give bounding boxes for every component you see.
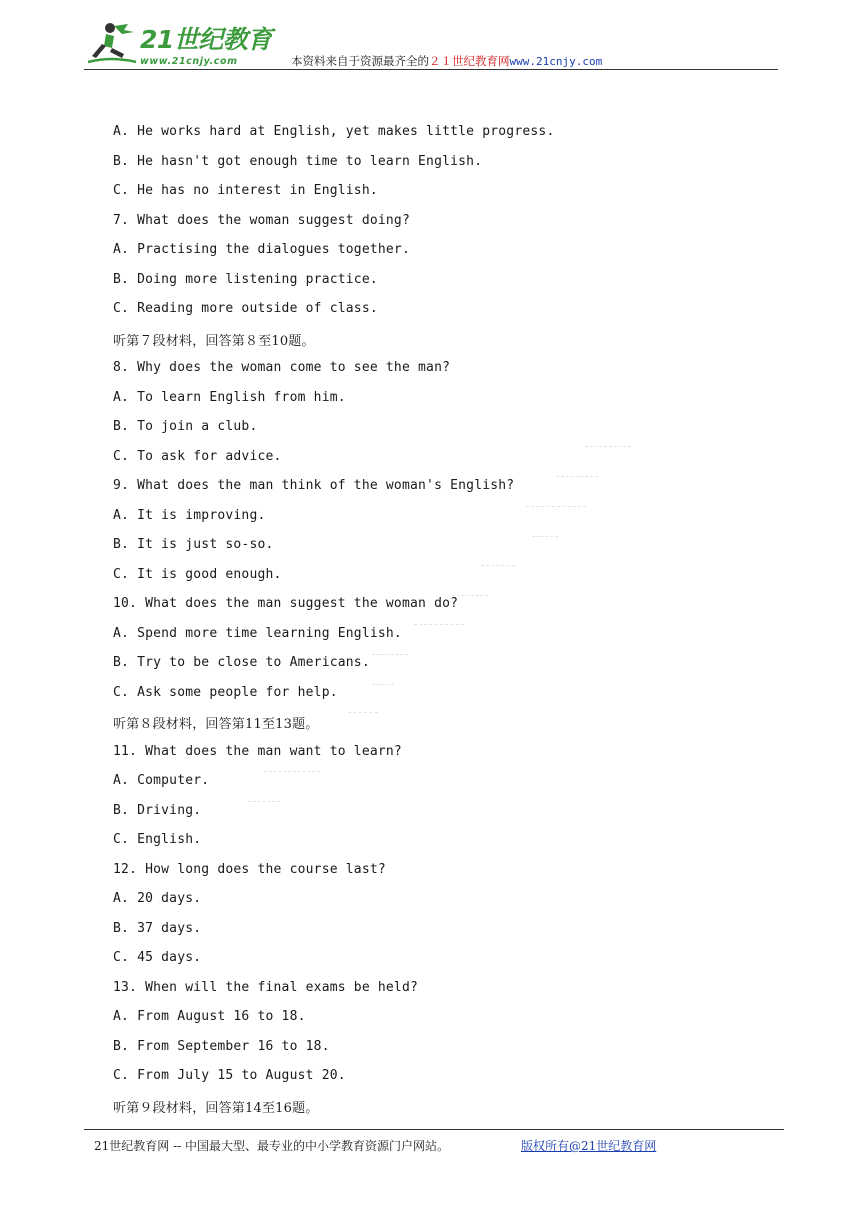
- header-note-prefix: 本资料来自于资源最齐全的: [291, 54, 429, 68]
- text-line: C. Ask some people for help.: [113, 685, 338, 700]
- faint-mark: [372, 654, 408, 655]
- header-site-name[interactable]: ２１世纪教育网: [429, 54, 510, 68]
- faint-mark: [526, 506, 586, 507]
- footer-text: 21世纪教育网 -- 中国最大型、最专业的中小学教育资源门户网站。: [94, 1139, 450, 1153]
- text-line: B. It is just so-so.: [113, 537, 274, 552]
- text-line: C. English.: [113, 832, 202, 847]
- text-line: B. Driving.: [113, 803, 202, 818]
- text-line: A. To learn English from him.: [113, 390, 346, 405]
- text-line: 10. What does the man suggest the woman do?: [113, 596, 459, 611]
- faint-mark: [348, 712, 378, 713]
- header-note: [291, 53, 602, 69]
- text-line: 13. When will the final exams be held?: [113, 980, 419, 995]
- running-figure-icon: [84, 20, 140, 66]
- faint-mark: [414, 624, 464, 625]
- text-line: A. Computer.: [113, 773, 210, 788]
- faint-mark: [248, 801, 280, 802]
- text-line: A. 20 days.: [113, 891, 202, 906]
- faint-mark: [532, 536, 558, 537]
- faint-mark: [481, 565, 515, 566]
- header-site-url[interactable]: www.21cnjy.com: [509, 55, 603, 68]
- text-line: B. From September 16 to 18.: [113, 1039, 330, 1054]
- text-line: 7. What does the woman suggest doing?: [113, 213, 410, 228]
- section-heading: 听第９段材料，回答第14至16题。: [113, 1101, 319, 1116]
- copyright-link[interactable]: 版权所有@21世纪教育网: [521, 1139, 657, 1153]
- header-divider: [84, 69, 778, 70]
- text-line: C. He has no interest in English.: [113, 183, 378, 198]
- faint-mark: [264, 771, 320, 772]
- text-line: 12. How long does the course last?: [113, 862, 386, 877]
- faint-mark: [452, 595, 488, 596]
- section-heading: 听第７段材料，回答第８至10题。: [113, 334, 315, 349]
- faint-mark: [556, 476, 598, 477]
- text-line: B. Try to be close to Americans.: [113, 655, 370, 670]
- logo-text: 21世纪教育: [140, 25, 272, 54]
- faint-mark: [585, 446, 631, 447]
- faint-mark: [372, 684, 394, 685]
- text-line: A. It is improving.: [113, 508, 266, 523]
- footer-divider: [84, 1129, 784, 1130]
- text-line: A. Spend more time learning English.: [113, 626, 402, 641]
- text-line: C. From July 15 to August 20.: [113, 1068, 346, 1083]
- text-line: B. Doing more listening practice.: [113, 272, 378, 287]
- logo-url: www.21cnjy.com: [140, 56, 238, 67]
- text-line: B. 37 days.: [113, 921, 202, 936]
- text-line: C. 45 days.: [113, 950, 202, 965]
- text-line: A. From August 16 to 18.: [113, 1009, 306, 1024]
- text-line: A. He works hard at English, yet makes little progress.: [113, 124, 555, 139]
- page-header: [0, 0, 860, 72]
- section-heading: 听第８段材料，回答第11至13题。: [113, 717, 319, 732]
- text-line: C. Reading more outside of class.: [113, 301, 378, 316]
- text-line: A. Practising the dialogues together.: [113, 242, 410, 257]
- text-line: 9. What does the man think of the woman's English?: [113, 478, 515, 493]
- text-line: 11. What does the man want to learn?: [113, 744, 402, 759]
- text-line: 8. Why does the woman come to see the man?: [113, 360, 451, 375]
- text-line: B. He hasn't got enough time to learn English.: [113, 154, 483, 169]
- text-line: C. It is good enough.: [113, 567, 282, 582]
- text-line: B. To join a club.: [113, 419, 258, 434]
- logo: [84, 20, 274, 70]
- text-line: C. To ask for advice.: [113, 449, 282, 464]
